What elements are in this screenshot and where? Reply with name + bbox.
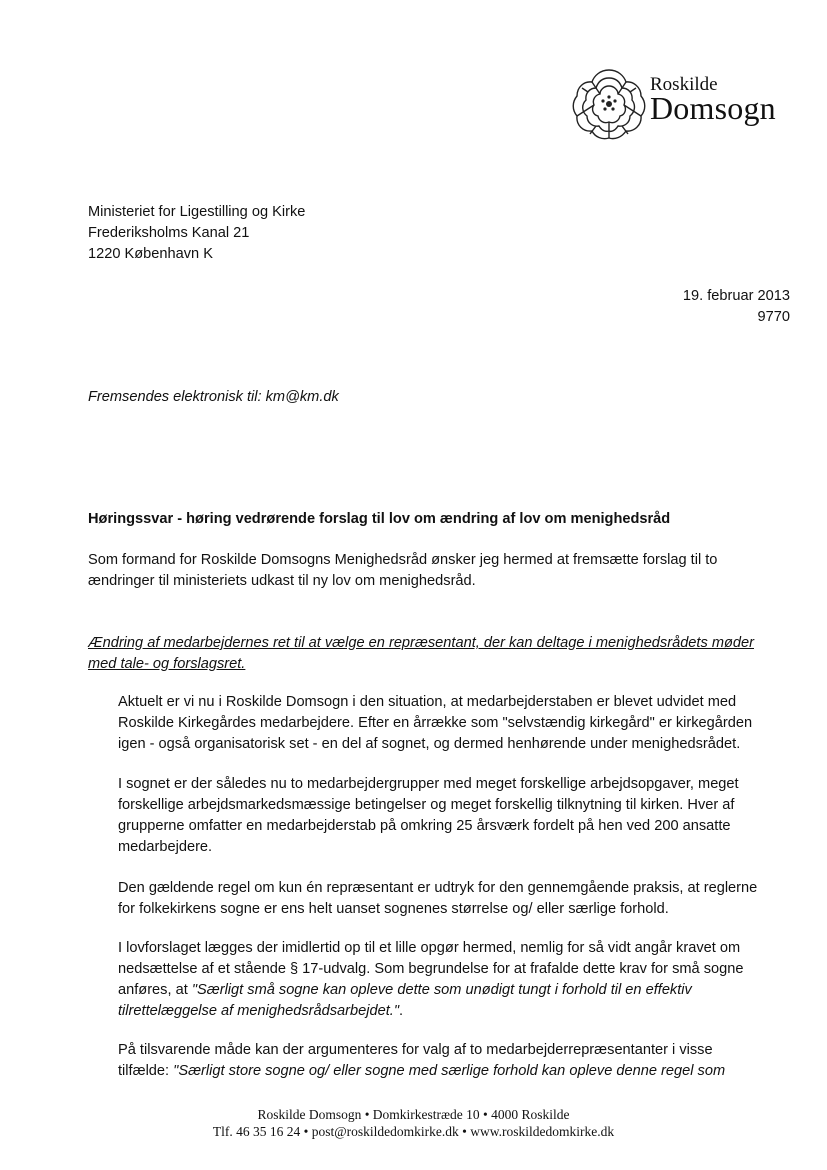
paragraph-text: anføres, at — [118, 982, 192, 998]
paragraph-line: På tilsvarende måde kan der argumenteres for valg af to medarbejderrepræsentanter i visse — [118, 1042, 713, 1058]
quote-text: "Særligt store sogne og/ eller sogne med særlige forhold kan opleve denne regel som — [173, 1063, 726, 1079]
paragraph-line — [118, 1061, 808, 1082]
recipient-line-2: Frederiksholms Kanal 21 — [88, 225, 250, 241]
paragraph-line — [118, 1001, 808, 1022]
paragraph-text: . — [399, 1003, 404, 1019]
logo-text-domsogn: Domsogn — [650, 90, 776, 126]
paragraph-line: I sognet er der således nu to medarbejdergrupper med meget forskellige arbejdsopgaver, meget — [118, 776, 739, 792]
paragraph-line: Roskilde Kirkegårdes medarbejdere. Efter en årrække som "selvstændig kirkegård" er kirkegården — [118, 715, 753, 731]
section-heading-line-2: med tale- og forslagsret. — [88, 656, 246, 672]
paragraph-line: grupperne omfatter en medarbejderstab på omkring 25 årsværk fordelt på hen ved 200 ansatte — [118, 818, 731, 834]
letter-date: 19. februar 2013 — [682, 288, 790, 304]
paragraph-1 — [118, 692, 808, 755]
sent-electronically-note: Fremsendes elektronisk til: km@km.dk — [88, 389, 339, 405]
section-heading-line-1: Ændring af medarbejdernes ret til at vælge en repræsentant, der kan deltage i menighedsrådets møder — [88, 635, 754, 651]
paragraph-line: medarbejdere. — [118, 839, 213, 855]
quote-text: tilrettelæggelse af menighedsrådsarbejdet." — [118, 1003, 400, 1019]
paragraph-text: tilfælde: — [118, 1063, 174, 1079]
rose-emblem-icon — [570, 64, 648, 142]
intro-line-2: ændringer til ministeriets udkast til ny lov om menighedsråd. — [88, 573, 476, 589]
intro-line-1: Som formand for Roskilde Domsogns Menighedsråd ønsker jeg hermed at fremsætte forslag til to — [88, 552, 718, 568]
footer-contact: Tlf. 46 35 16 24 • post@roskildedomkirke.dk • www.roskildedomkirke.dk — [212, 1124, 615, 1139]
paragraph-line: Den gældende regel om kun én repræsentant er udtryk for den gennemgående praksis, at reglerne — [118, 880, 758, 896]
footer-address: Roskilde Domsogn • Domkirkestræde 10 • 4000 Roskilde — [257, 1107, 570, 1122]
recipient-line-1: Ministeriet for Ligestilling og Kirke — [88, 204, 306, 220]
paragraph-line: nedsættelse af et stående § 17-udvalg. Som begrundelse for at frafalde dette krav for små sogne — [118, 961, 744, 977]
paragraph-5 — [118, 1040, 808, 1082]
paragraph-line: for folkekirkens sogne er ens helt uanset sognenes størrelse og/ eller særlige forhold. — [118, 901, 669, 917]
logo-text-roskilde: Roskilde — [650, 74, 718, 95]
paragraph-2 — [118, 774, 808, 858]
paragraph-line — [118, 980, 808, 1001]
paragraph-line: I lovforslaget lægges der imidlertid op til et lille opgør hermed, nemlig for så vidt angår kravet om — [118, 940, 741, 956]
quote-text: "Særligt små sogne kan opleve dette som unødigt tungt i forhold til en effektiv — [191, 982, 692, 998]
logo — [570, 64, 800, 144]
letter-subject: Høringssvar - høring vedrørende forslag til lov om ændring af lov om menighedsråd — [88, 511, 671, 527]
letter-reference: 9770 — [757, 309, 790, 325]
paragraph-4 — [118, 938, 808, 1022]
recipient-line-3: 1220 København K — [88, 246, 213, 262]
paragraph-line: Aktuelt er vi nu i Roskilde Domsogn i den situation, at medarbejderstaben er blevet udvidet med — [118, 694, 737, 710]
paragraph-3 — [118, 878, 808, 920]
paragraph-line: forskellige arbejdsmarkedsmæssige betingelser og meget forskellig tilknytning til kirken. Hver af — [118, 797, 735, 813]
paragraph-line: igen - også organisatorisk set - en del af sognet, og dermed henhørende under menighedsrådet. — [118, 736, 741, 752]
